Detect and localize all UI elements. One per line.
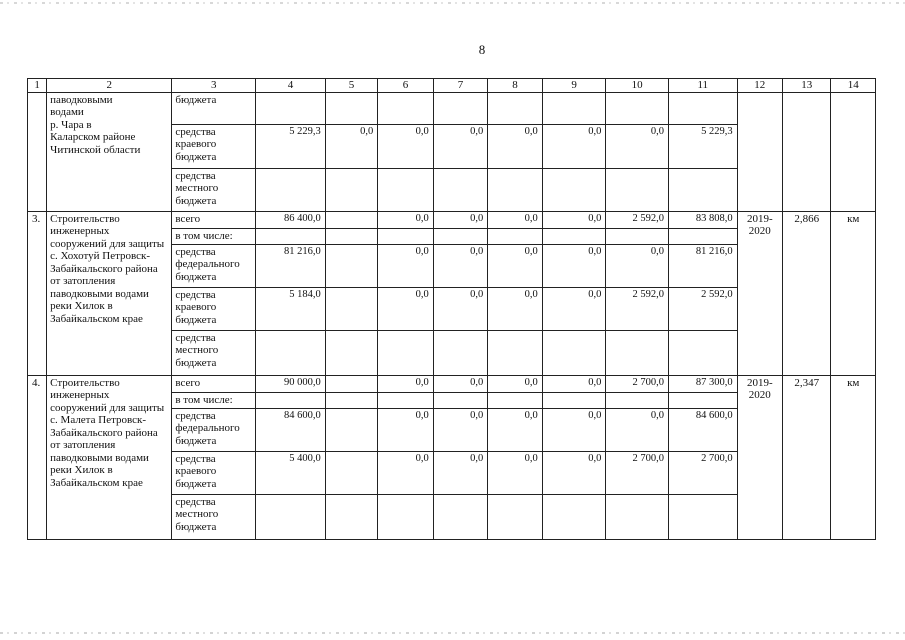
value-cell: 0,0 [433,451,488,494]
index-cell [28,92,47,211]
value-cell: 0,0 [433,375,488,392]
value-cell [542,392,606,408]
value-cell: 90 000,0 [256,375,326,392]
column-header: 4 [256,79,326,93]
column-header: 11 [668,79,737,93]
value-cell [325,330,377,375]
period-cell [737,92,782,211]
value-cell [668,92,737,124]
value-cell [256,228,326,244]
value-cell [606,168,669,211]
funding-table [27,78,876,540]
object-name-line: Каларском районе [50,131,136,143]
value-cell [542,92,606,124]
value-cell [433,330,488,375]
funding-source: бюджета [172,92,256,124]
value-cell [325,494,377,539]
object-name-cell: Строительство инженерных сооружений для защиты с. Хохотуй Петровск-Забайкальского района от затопления паводковыми водами реки Хилок в Забайкальском крае [47,211,172,375]
value-cell [668,392,737,408]
column-header: 9 [542,79,606,93]
value-cell [378,494,434,539]
index-cell: 3. [28,211,47,375]
column-header: 14 [831,79,876,93]
table-row [28,92,876,124]
column-header: 13 [783,79,831,93]
value-cell [256,330,326,375]
value-cell [668,330,737,375]
value-cell [325,228,377,244]
value-cell [542,494,606,539]
value-cell [325,287,377,330]
value-cell [325,244,377,287]
value-cell: 87 300,0 [668,375,737,392]
value-cell: 5 400,0 [256,451,326,494]
value-cell: 81 216,0 [668,244,737,287]
value-cell [668,228,737,244]
value-cell [488,330,543,375]
value-cell [606,228,669,244]
value-cell: 0,0 [488,375,543,392]
value-cell: 2 700,0 [606,451,669,494]
capacity-cell: 2,347 [783,375,831,539]
column-header: 6 [378,79,434,93]
value-cell [325,168,377,211]
object-name-line: Читинской области [50,143,141,156]
column-header: 3 [172,79,256,93]
value-cell [378,92,434,124]
value-cell: 0,0 [542,451,606,494]
value-cell [325,375,377,392]
value-cell [325,211,377,228]
value-cell: 81 216,0 [256,244,326,287]
object-name-line: водами [50,106,84,118]
value-cell: 84 600,0 [256,408,326,451]
value-cell [325,408,377,451]
funding-source: средства федерального бюджета [172,408,256,451]
column-header: 8 [488,79,543,93]
value-cell [542,330,606,375]
value-cell: 83 808,0 [668,211,737,228]
value-cell: 0,0 [378,287,434,330]
column-header: 12 [737,79,782,93]
value-cell [325,451,377,494]
funding-source: средства местного бюджета [172,330,256,375]
table-row [28,211,876,228]
funding-source: всего [172,375,256,392]
column-number-row [28,79,876,93]
funding-source: средства краевого бюджета [172,451,256,494]
unit-cell [831,92,876,211]
value-cell: 0,0 [378,451,434,494]
funding-source: средства федерального бюджета [172,244,256,287]
capacity-cell: 2,866 [783,211,831,375]
value-cell [488,228,543,244]
value-cell: 0,0 [488,244,543,287]
value-cell: 2 592,0 [606,287,669,330]
table-body [28,79,876,540]
value-cell [433,494,488,539]
value-cell [378,330,434,375]
value-cell: 0,0 [542,211,606,228]
period-cell: 2019-2020 [737,375,782,539]
value-cell [606,392,669,408]
value-cell: 0,0 [542,287,606,330]
value-cell [488,92,543,124]
value-cell: 0,0 [433,287,488,330]
unit-cell: км [831,375,876,539]
value-cell: 0,0 [606,124,669,168]
index-cell: 4. [28,375,47,539]
value-cell: 5 229,3 [256,124,326,168]
value-cell: 84 600,0 [668,408,737,451]
value-cell [433,392,488,408]
value-cell [378,228,434,244]
value-cell: 0,0 [542,124,606,168]
value-cell [488,168,543,211]
value-cell: 2 700,0 [668,451,737,494]
value-cell: 0,0 [606,244,669,287]
value-cell [433,168,488,211]
funding-source: в том числе: [172,228,256,244]
capacity-cell [783,92,831,211]
value-cell: 0,0 [378,408,434,451]
value-cell: 0,0 [488,124,543,168]
funding-source: средства местного бюджета [172,494,256,539]
value-cell: 0,0 [378,244,434,287]
scan-artifact-top [0,2,905,4]
funding-source: средства краевого бюджета [172,124,256,168]
value-cell [256,392,326,408]
value-cell [606,92,669,124]
value-cell [433,92,488,124]
object-name-cell: Строительство инженерных сооружений для защиты с. Малета Петровск-Забайкальского района от затопления паводковыми водами реки Хилок в Забайкальском крае [47,375,172,539]
value-cell: 0,0 [433,124,488,168]
table-row [28,375,876,392]
value-cell [256,168,326,211]
value-cell: 2 592,0 [668,287,737,330]
value-cell: 0,0 [488,287,543,330]
value-cell: 2 700,0 [606,375,669,392]
value-cell [606,494,669,539]
column-header: 1 [28,79,47,93]
value-cell: 0,0 [542,408,606,451]
funding-source: в том числе: [172,392,256,408]
value-cell: 0,0 [325,124,377,168]
value-cell: 0,0 [606,408,669,451]
value-cell [378,392,434,408]
value-cell [606,330,669,375]
value-cell [325,92,377,124]
period-cell: 2019-2020 [737,211,782,375]
column-header: 10 [606,79,669,93]
page-number: 8 [478,42,486,57]
value-cell [325,392,377,408]
funding-source: всего [172,211,256,228]
value-cell [488,392,543,408]
value-cell [256,494,326,539]
value-cell [378,168,434,211]
object-name-line: паводковыми [50,93,113,106]
value-cell: 0,0 [378,124,434,168]
value-cell [542,228,606,244]
object-name-cell [47,92,172,211]
value-cell [488,494,543,539]
value-cell: 0,0 [542,375,606,392]
value-cell: 0,0 [542,244,606,287]
value-cell: 0,0 [433,244,488,287]
value-cell: 2 592,0 [606,211,669,228]
value-cell: 0,0 [488,451,543,494]
column-header: 5 [325,79,377,93]
value-cell: 0,0 [488,211,543,228]
unit-cell: км [831,211,876,375]
value-cell [668,494,737,539]
value-cell: 0,0 [433,408,488,451]
scan-artifact-bottom [0,632,905,634]
object-name-line: р. Чара в [50,118,92,131]
value-cell [256,92,326,124]
funding-source: средства местного бюджета [172,168,256,211]
value-cell: 5 229,3 [668,124,737,168]
value-cell: 86 400,0 [256,211,326,228]
value-cell: 0,0 [378,375,434,392]
value-cell: 0,0 [433,211,488,228]
value-cell [433,228,488,244]
funding-source: средства краевого бюджета [172,287,256,330]
value-cell: 0,0 [378,211,434,228]
value-cell: 0,0 [488,408,543,451]
column-header: 7 [433,79,488,93]
value-cell [542,168,606,211]
value-cell [668,168,737,211]
column-header: 2 [47,79,172,93]
value-cell: 5 184,0 [256,287,326,330]
